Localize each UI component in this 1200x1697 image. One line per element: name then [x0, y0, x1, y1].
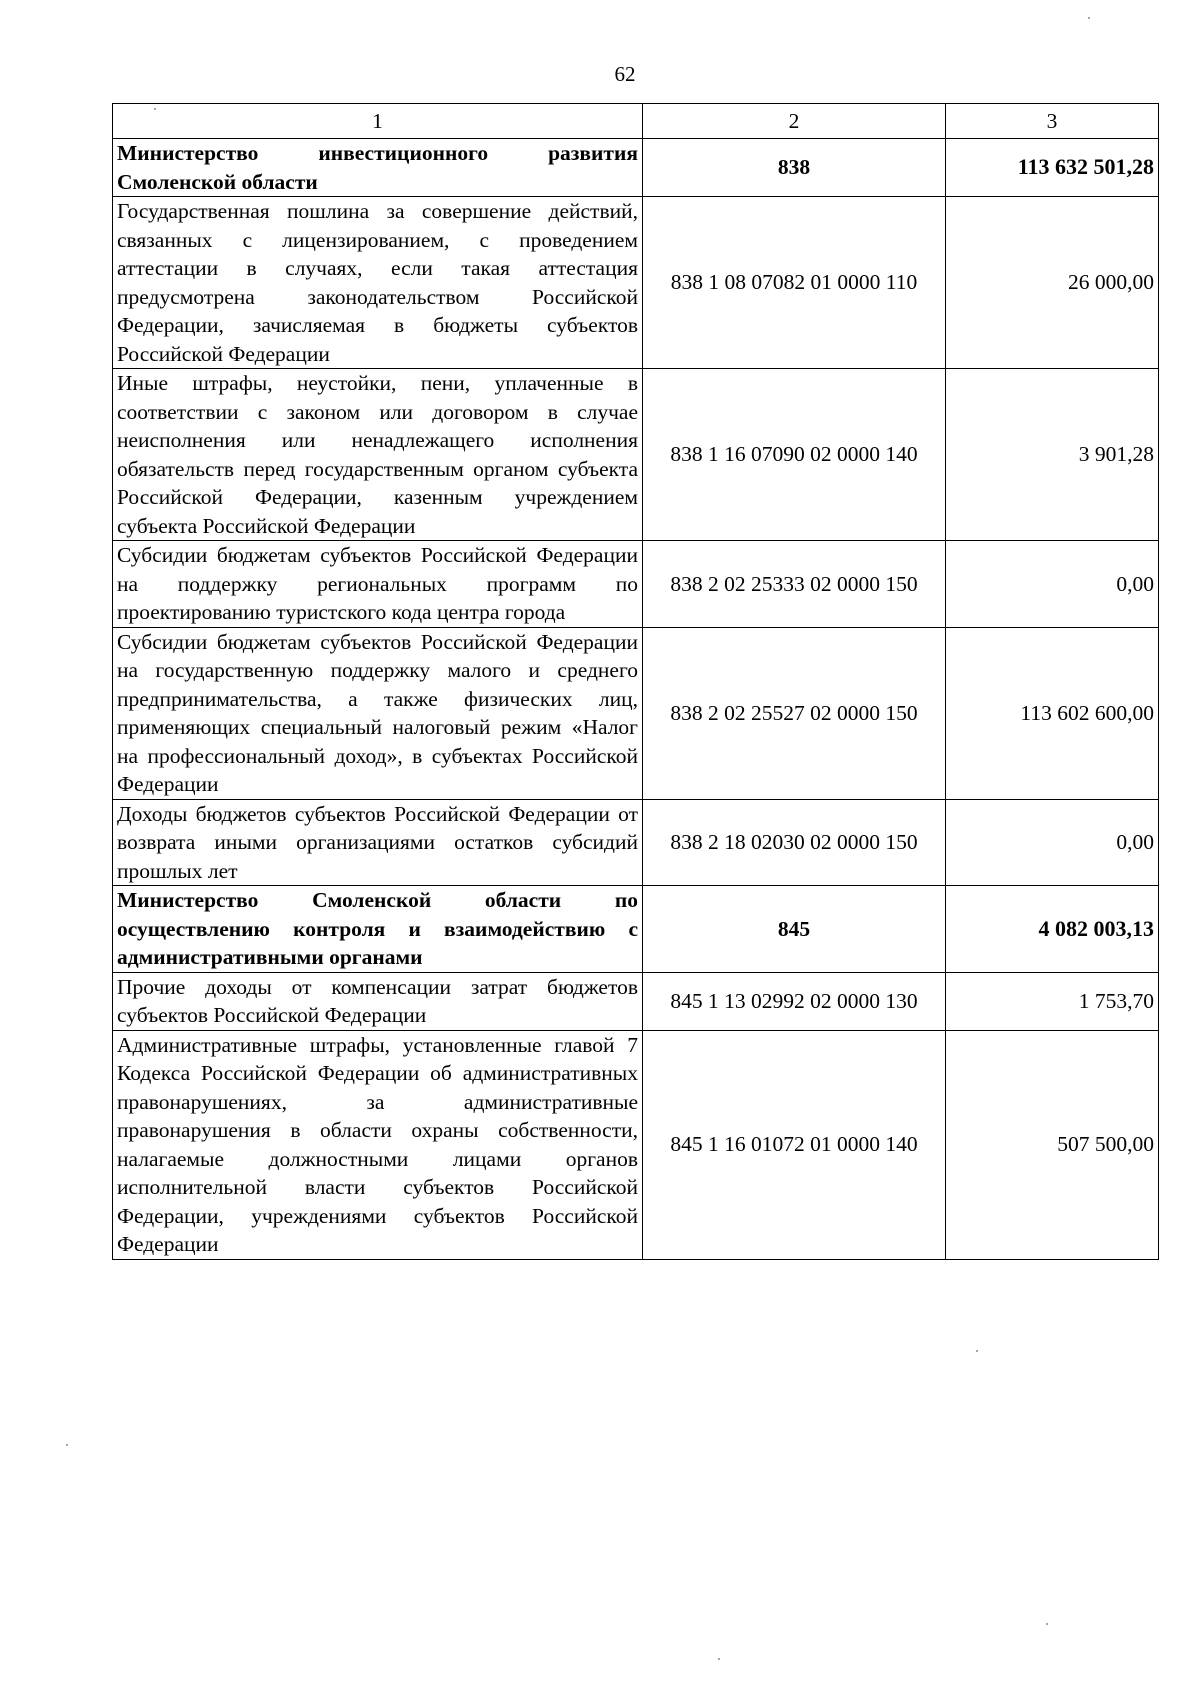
amount-cell: 4 082 003,13 — [946, 886, 1159, 973]
scan-speck — [1088, 17, 1090, 19]
column-header-2: 2 — [643, 104, 946, 139]
revenue-table — [112, 103, 1159, 1260]
budget-code-cell: 838 — [643, 139, 946, 197]
revenue-name-cell: Доходы бюджетов субъектов Российской Федерации от возврата иными организациями остатков субсидий прошлых лет — [113, 799, 643, 886]
table-header-row — [113, 104, 1159, 139]
budget-code-cell: 838 2 02 25527 02 0000 150 — [643, 627, 946, 799]
amount-cell: 1 753,70 — [946, 972, 1159, 1030]
amount-cell: 26 000,00 — [946, 197, 1159, 369]
scan-speck — [976, 1350, 978, 1352]
budget-code-cell: 845 1 16 01072 01 0000 140 — [643, 1030, 946, 1259]
table-row — [113, 541, 1159, 628]
scan-speck — [1046, 1623, 1048, 1625]
scan-speck — [718, 1658, 720, 1660]
table-body — [113, 139, 1159, 1260]
amount-cell: 113 632 501,28 — [946, 139, 1159, 197]
amount-cell: 3 901,28 — [946, 369, 1159, 541]
revenue-name-cell: Административные штрафы, установленные главой 7 Кодекса Российской Федерации об административных правонарушениях, за административные правонарушения в области охраны собственности, налагаемые должностными лицами органов исполнительной власти субъектов Российской Федерации, учреждениями субъектов Российской Федерации — [113, 1030, 643, 1259]
page-number: 62 — [614, 62, 636, 86]
amount-cell: 507 500,00 — [946, 1030, 1159, 1259]
revenue-name-cell: Субсидии бюджетам субъектов Российской Федерации на поддержку региональных программ по проектированию туристского кода центра города — [113, 541, 643, 628]
revenue-name-cell: Прочие доходы от компенсации затрат бюджетов субъектов Российской Федерации — [113, 972, 643, 1030]
budget-code-cell: 845 — [643, 886, 946, 973]
budget-code-cell: 838 1 16 07090 02 0000 140 — [643, 369, 946, 541]
revenue-name-cell: Министерство инвестиционного развития Смоленской области — [113, 139, 643, 197]
table-row — [113, 197, 1159, 369]
table-row — [113, 799, 1159, 886]
ministry-row — [113, 139, 1159, 197]
table-row — [113, 369, 1159, 541]
budget-code-cell: 838 1 08 07082 01 0000 110 — [643, 197, 946, 369]
amount-cell: 113 602 600,00 — [946, 627, 1159, 799]
revenue-name-cell: Субсидии бюджетам субъектов Российской Федерации на государственную поддержку малого и среднего предпринимательства, а также физических лиц, применяющих специальный налоговый режим «Налог на профессиональный доход», в субъектах Российской Федерации — [113, 627, 643, 799]
scan-speck — [66, 1444, 68, 1446]
budget-code-cell: 845 1 13 02992 02 0000 130 — [643, 972, 946, 1030]
ministry-row — [113, 886, 1159, 973]
scan-speck — [154, 108, 156, 110]
table-row — [113, 627, 1159, 799]
revenue-name-cell: Министерство Смоленской области по осуществлению контроля и взаимодействию с административными органами — [113, 886, 643, 973]
amount-cell: 0,00 — [946, 541, 1159, 628]
table-row — [113, 1030, 1159, 1259]
amount-cell: 0,00 — [946, 799, 1159, 886]
column-header-1: 1 — [113, 104, 643, 139]
budget-code-cell: 838 2 18 02030 02 0000 150 — [643, 799, 946, 886]
budget-code-cell: 838 2 02 25333 02 0000 150 — [643, 541, 946, 628]
revenue-name-cell: Иные штрафы, неустойки, пени, уплаченные в соответствии с законом или договором в случае неисполнения или ненадлежащего исполнения обязательств перед государственным органом субъекта Российской Федерации, казенным учреждением субъекта Российской Федерации — [113, 369, 643, 541]
column-header-3: 3 — [946, 104, 1159, 139]
revenue-name-cell: Государственная пошлина за совершение действий, связанных с лицензированием, с проведением аттестации в случаях, если такая аттестация предусмотрена законодательством Российской Федерации, зачисляемая в бюджеты субъектов Российской Федерации — [113, 197, 643, 369]
table-row — [113, 972, 1159, 1030]
